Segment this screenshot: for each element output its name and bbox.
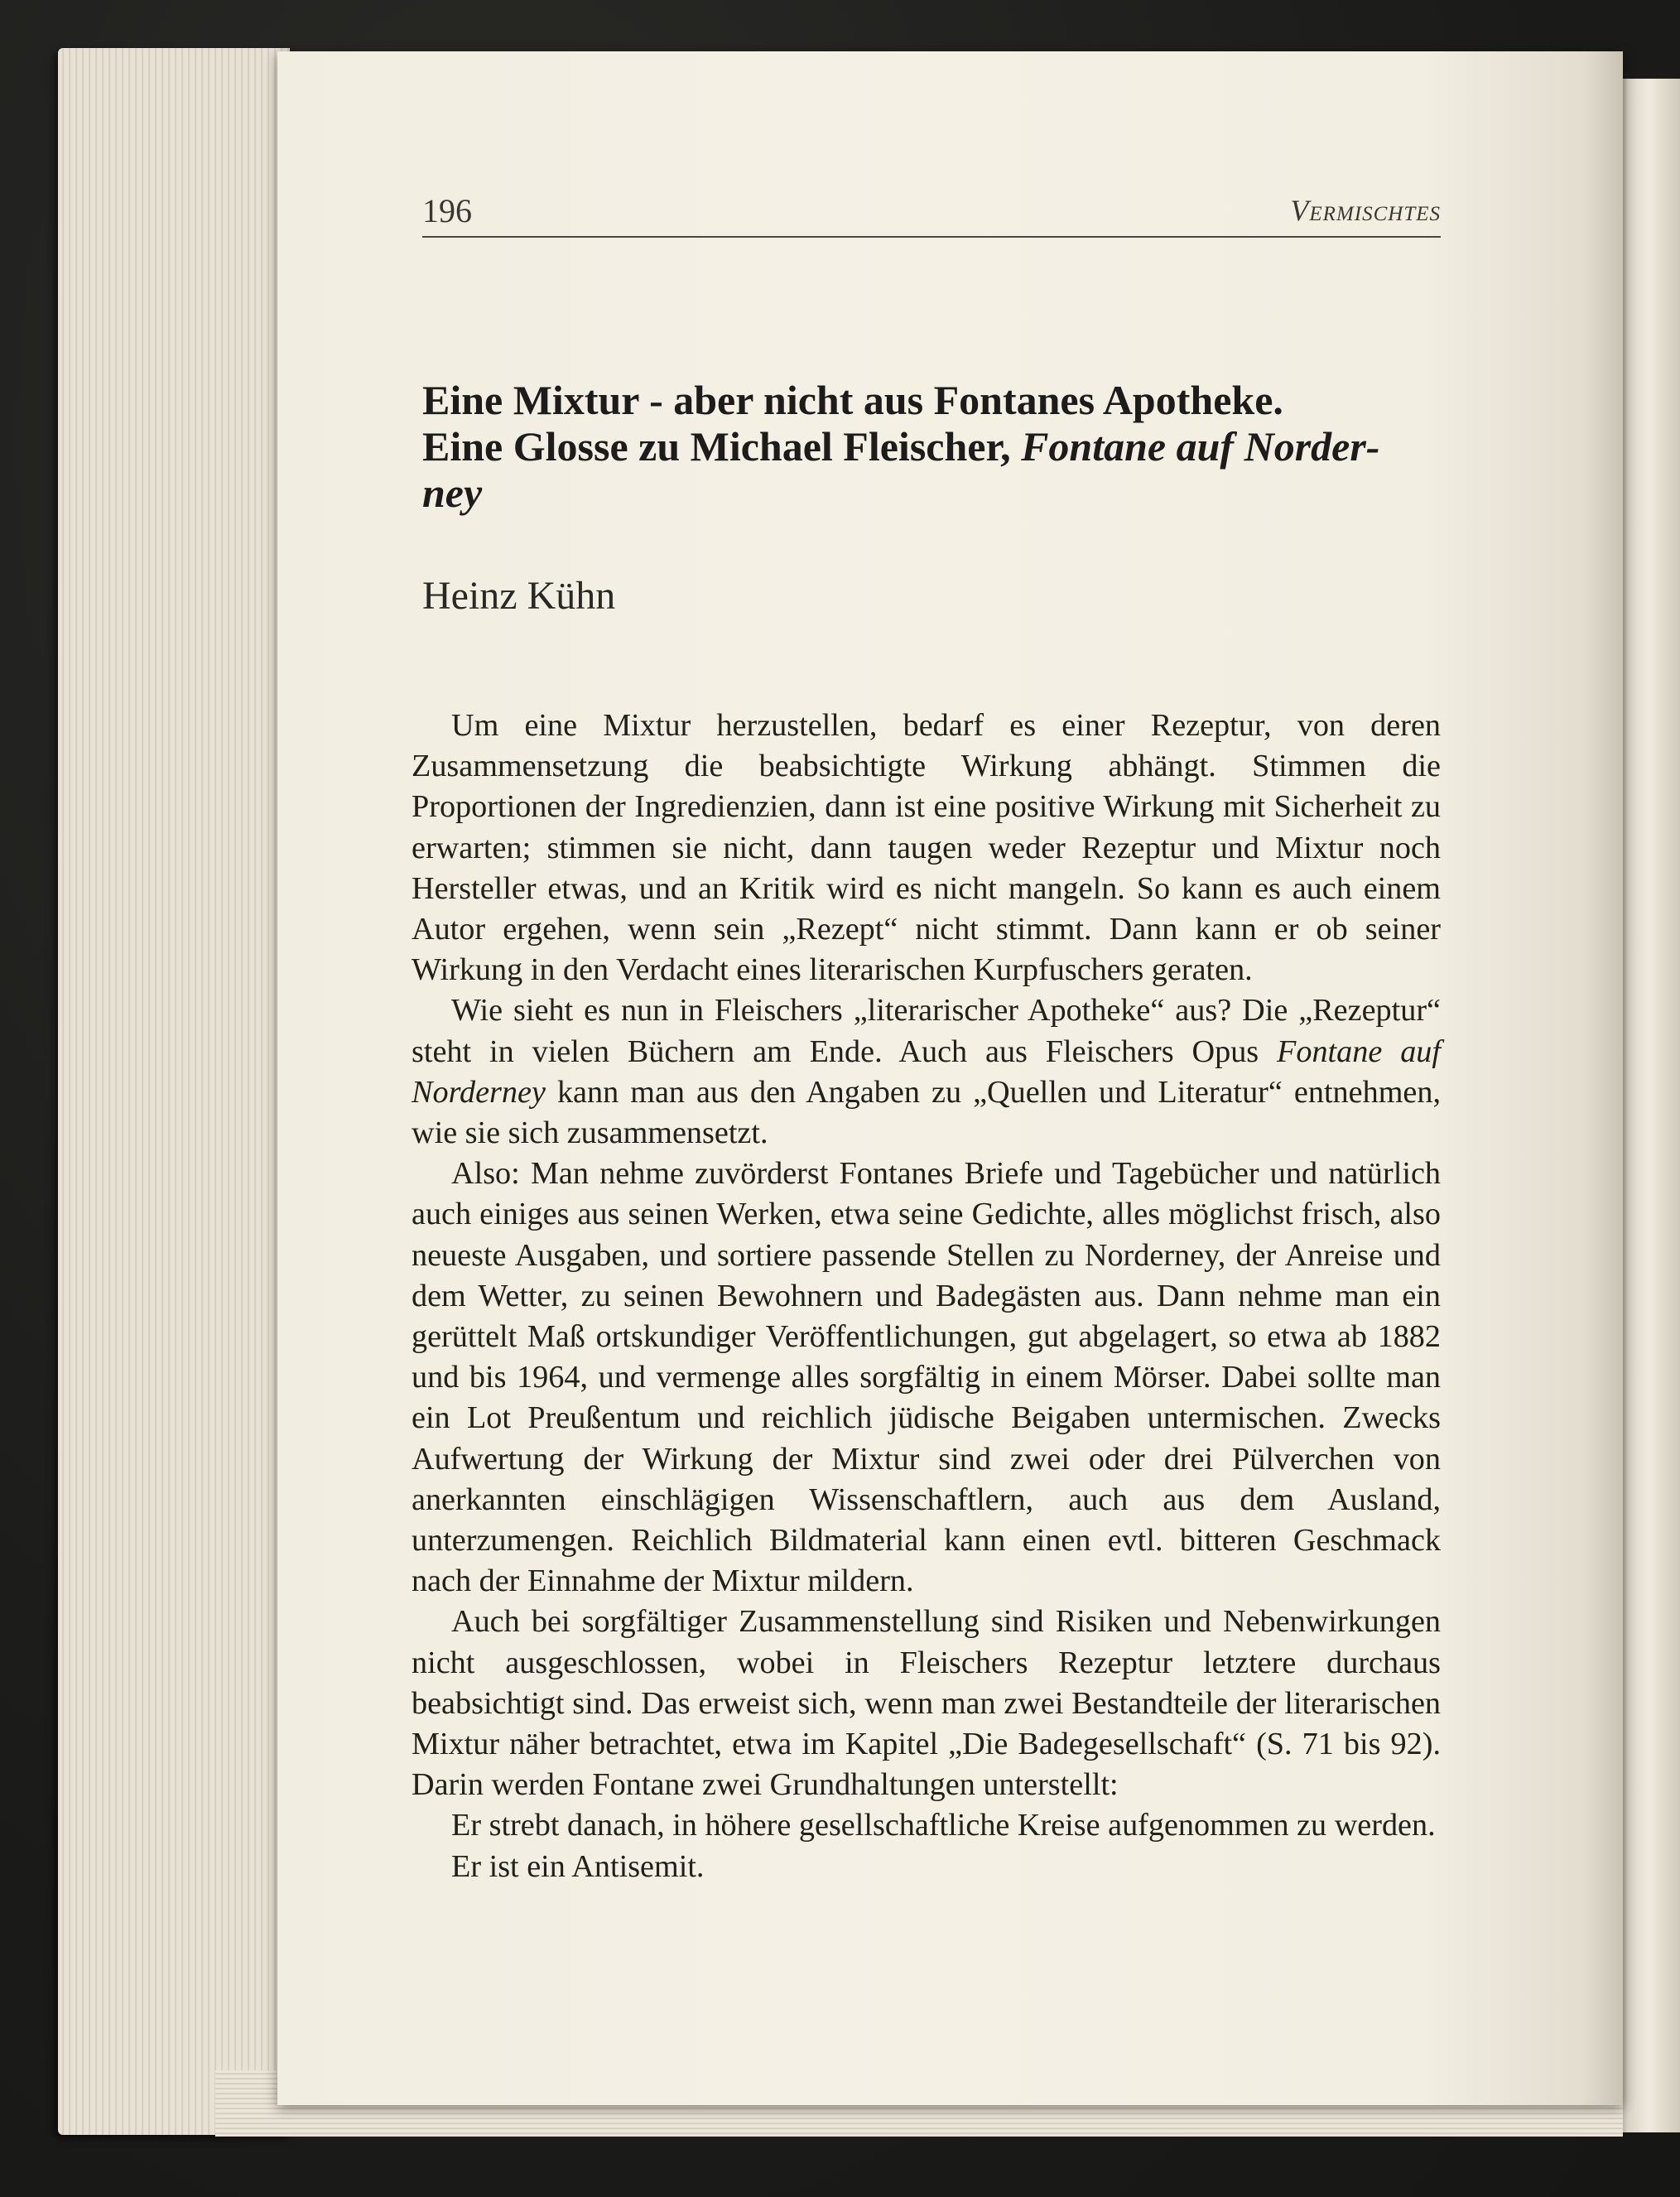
page-header (422, 186, 1441, 238)
book-page (277, 51, 1623, 2105)
paragraph-2 (412, 990, 1441, 1154)
article-body (412, 706, 1441, 1887)
paragraph-4: Auch bei sorgfältiger Zusammenstellung sind Risiken und Nebenwirkungen nicht ausgeschlossen, wobei in Fleischers Rezeptur letztere durchaus beabsichtigt sind. Das erweist sich, wenn man zwei Bestandteile der literarischen Mixtur näher betrachtet, etwa im Kapitel „Die Badegesellschaft“ (S. 71 bis 92). Darin werden Fontane zwei Grundhaltungen unterstellt: (412, 1604, 1441, 1803)
paragraph-1: Um eine Mixtur herzustellen, bedarf es einer Rezeptur, von deren Zusammensetzung die beabsichtigte Wirkung abhängt. Stimmen die Proportionen der Ingredienzien, dann ist eine positive Wirkung mit Sicherheit zu erwarten; stimmen sie nicht, dann taugen weder Rezeptur und Mixtur noch Hersteller etwas, und an Kritik wird es nicht mangeln. So kann es auch einem Autor ergehen, wenn sein „Rezept“ nicht stimmt. Dann kann er ob seiner Wirkung in den Verdacht eines literarischen Kurpfuschers geraten. (412, 708, 1441, 988)
paragraph-2-part-1: Wie sieht es nun in Fleischers „literarischer Apotheke“ aus? Die „Rezeptur“ steht in vielen Büchern am Ende. Auch aus Fleischers Opus (412, 993, 1441, 1069)
paragraph-3: Also: Man nehme zuvörderst Fontanes Briefe und Tagebücher und natürlich auch einiges aus seinen Werken, etwa seine Gedichte, alles möglichst frisch, also neueste Ausgaben, und sortiere passende Stellen zu Norderney, der Anreise und dem Wetter, zu seinen Bewohnern und Badegästen aus. Dann nehme man ein gerüttelt Maß ortskundiger Veröffentlichungen, gut abgelagert, so etwa ab 1882 und bis 1964, und vermenge alles sorgfältig in einem Mörser. Dabei sollte man ein Lot Preußentum und reichlich jüdische Beigaben untermischen. Zwecks Aufwertung der Wirkung der Mixtur sind zwei oder drei Pülverchen von anerkannten einschlägigen Wissenschaftlern, auch aus dem Ausland, unterzumengen. Reichlich Bildmaterial kann einen evtl. bitteren Geschmack nach der Einnahme der Mixtur mildern. (412, 1156, 1441, 1599)
title-line-2-text: Eine Glosse zu Michael Fleischer, (422, 423, 1022, 470)
title-line-2 (422, 423, 1466, 470)
article-title (422, 377, 1466, 516)
title-line-3: ney (422, 470, 483, 516)
book-page-edges-left (58, 48, 290, 2135)
paragraph-5: Er strebt danach, in höhere gesellschaftliche Kreise aufgenommen zu werden. (451, 1808, 1436, 1843)
title-line-1: Eine Mixtur - aber nicht aus Fontanes Apotheke. (422, 377, 1283, 423)
paragraph-6: Er ist ein Antisemit. (451, 1848, 705, 1884)
running-head: Vermischtes (1290, 194, 1441, 227)
paragraph-2-part-2: kann man aus den Angaben zu „Quellen und Literatur“ entnehmen, wie sie sich zusammensetzt. (412, 1074, 1441, 1151)
author-name: Heinz Kühn (422, 574, 616, 618)
paragraph-2-book-title: Fontane auf Norderney (412, 1033, 1441, 1110)
title-book-name: Fontane auf Norder- (1021, 423, 1380, 470)
page-number: 196 (422, 192, 472, 229)
